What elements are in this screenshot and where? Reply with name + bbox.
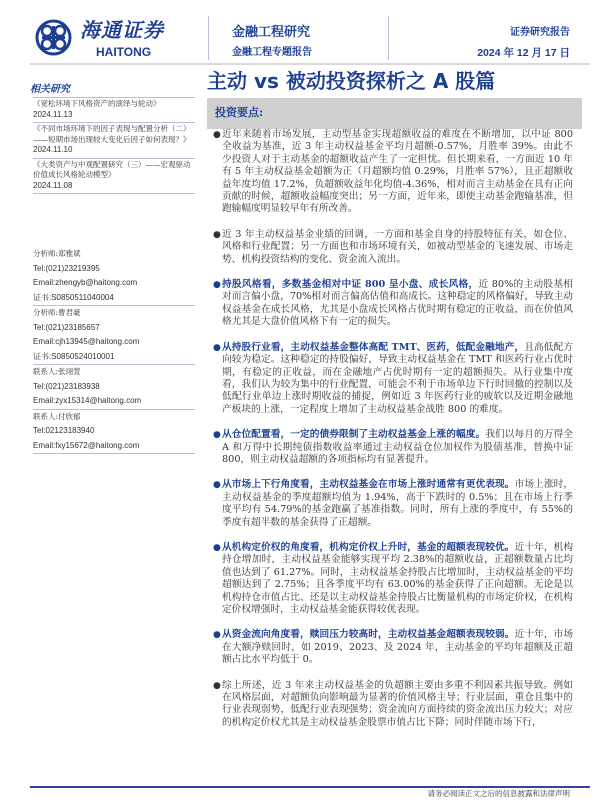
bullet-icon: ●: [213, 680, 221, 691]
related-date: 2024.11.13: [33, 109, 73, 119]
key-point-lead: 从持股行业看，主动权益基金整体高配 TMT、医药，低配金融地产，: [222, 341, 525, 353]
logo: [35, 19, 72, 56]
key-point-text: 近十年，市场在大额净赎回时，如 2019、2023、及 2024 年，主动基金的平均年超额及正超额占比水平均低于 0。: [222, 629, 574, 666]
header-divider: [388, 16, 389, 60]
related-title[interactable]: 《不同市场环境下的因子表现与配置分析（二）——短期市场出现较大变化后因子如何表现？》: [33, 124, 191, 144]
key-point: [213, 342, 573, 416]
key-point-lead: 从仓位配置看，一定的债券限制了主动权益基金上涨的幅度。: [222, 429, 486, 441]
related-title[interactable]: 《大类资产与中观配置研究（三）——宏观驱动价值成长风格轮动模型》: [33, 159, 191, 179]
contact-tel: Tel:(021)23219395: [33, 263, 100, 273]
key-point: [213, 129, 573, 216]
divider: [33, 193, 195, 194]
bullet-icon: ●: [213, 130, 221, 140]
contact-person: [33, 410, 195, 455]
logo-text-cn: 海通证券: [80, 18, 164, 42]
report-category: 金融工程研究: [232, 25, 311, 40]
key-point: [213, 279, 573, 329]
key-points-bar: [207, 98, 582, 129]
contact-cert: 证书:S0850524010001: [33, 351, 115, 361]
contact-person: [33, 365, 195, 410]
related-item[interactable]: [33, 158, 195, 194]
key-point: [213, 542, 573, 616]
related-date: 2024.11.10: [33, 145, 73, 154]
key-point-text: 市场上涨时，主动权益基金的季度超额均值为 1.94%，高于下跌时的 0.5%；且在市场上行季度平均有 54.79%的基金跑赢了基准指数。同时，所有上涨的季度中，有 55%的季度有超半数的基金获得了正超额。: [222, 479, 574, 528]
contacts-list: [33, 247, 195, 454]
key-point: [213, 429, 573, 466]
key-point-text: 近 3 年主动权益基金业绩的回调，一方面和基金自身的持股特征有关，如仓位、风格和行业配置；另一方面也和市场环境有关，如被动型基金的飞速发展、市场走势、机构投资结构的变化、资金流入流出。: [222, 228, 573, 265]
logo-text-en: HAITONG: [96, 45, 152, 59]
key-point-text: 且高低配方向较为稳定。这种稳定的持股偏好，导致主动权益基金在 TMT 和医药行业占优时期，有稳定的正收益，而在金融地产占优时期有一定的超额损失。从行业集中度看，我们认为较为集中的行业配置，可能会不利于市场单边下行时回撤的控制以及低配行业单边上涨时期收益的捕捉，例如近 3 年医药行业的疲软以及近期金融地产板块的上涨，一定程度上增加了主动权益基金战胜 800 的难度。: [222, 341, 574, 415]
header-divider: [208, 16, 209, 60]
key-points-body: [213, 129, 573, 742]
footer-rule: [30, 786, 590, 788]
related-title[interactable]: 《宽松环境下风格资产的演绎与轮动》: [33, 99, 161, 108]
key-point-text: 近十年，机构持仓增加时，主动权益基金能够实现平均 2.38%的超额收益，正超额数量占比均值也达到了 61.27%。同时，主动权益基金持股占比增加时，主动权益基金的平均超额达到了 2.75%；且各季度平均有 63.00%的基金获得了正向超额。无论是以机构持仓市值占比、还是以主动权益基金持股占比衡量机构的市场定价权，在机构定价权增强时，主动权益基金能获得较优表现。: [222, 541, 574, 615]
contact-email[interactable]: Email:cjh13945@haitong.com: [33, 337, 140, 346]
header-rule: [30, 63, 590, 65]
contact-tel: Tel:(021)23183938: [33, 381, 100, 391]
bullet-icon: ●: [213, 480, 221, 491]
key-point-text: 近 80%的主动股基相对而言偏小盘，70%相对而言偏高估值和高成长。这种稳定的风格偏好，导致主动权益基金在成长风格，尤其是小盘成长风格占优时期有稳定的正收益，而在价值风格尤其是大盘价值风格下有一定的损失。: [222, 279, 573, 328]
analyst-contact: [33, 247, 195, 306]
contact-tel: Tel:02123183940: [33, 426, 95, 435]
contact-email[interactable]: Email:zhengyb@haitong.com: [33, 278, 138, 287]
contact-name: 联系人:张翊萱: [33, 367, 81, 376]
related-item[interactable]: [33, 122, 195, 158]
key-point-lead: 从资金流向角度看，赎回压力较高时，主动权益基金超额表现较弱。: [222, 629, 515, 641]
bullet-icon: ●: [213, 630, 221, 641]
key-point-lead: 从市场上下行角度看，主动权益基金在市场上涨时通常有更优表现。: [222, 479, 515, 491]
contact-tel: Tel:(021)23185657: [33, 322, 100, 332]
footer-disclaimer: 请务必阅读正文之后的信息披露和法律声明: [427, 789, 570, 798]
key-point-lead: 持股风格看，多数基金相对中证 800 呈小盘、成长风格，: [222, 279, 479, 291]
page-title: 主动 vs 被动投资探析之 A 股篇: [207, 69, 496, 93]
related-research-list: [33, 97, 195, 194]
report-subcategory: 金融工程专题报告: [232, 47, 312, 58]
bullet-icon: ●: [213, 430, 221, 441]
bullet-icon: ●: [213, 342, 221, 353]
report-date: 2024 年 12 月 17 日: [477, 47, 570, 59]
analyst-contact: [33, 306, 195, 365]
key-point: [213, 479, 573, 529]
contact-name: 联系人:付欣郁: [33, 411, 81, 421]
contact-email[interactable]: Email:fxy15672@haitong.com: [33, 440, 140, 450]
haitong-logo-icon: [35, 19, 72, 56]
bullet-icon: ●: [213, 542, 221, 553]
key-point: [213, 680, 573, 730]
key-point-text: 我们以每月的万得全 A 和万得中长期纯债指数收益率通过主动权益仓位加权作为股债基准，替换中证 800，则主动权益超额的各项指标均有显著提升。: [222, 429, 573, 465]
related-date: 2024.11.08: [33, 180, 73, 190]
key-point-text: 综上所述，近 3 年来主动权益基金的负超额主要由多重不利因素共振导致。例如在风格层面，对超额负向影响最为显著的价值风格主导；行业层面，重仓且集中的行业表现弱势，低配行业表现强势；资金流向方面持续的资金流出压力较大；对应的机构定价权尤其是主动权益基金股票市值占比下降；同时伴随市场下行，: [222, 679, 573, 728]
key-point: [213, 229, 573, 266]
key-point-lead: 从机构定价权的角度看，机构定价权上升时，基金的超额表现较优。: [222, 541, 515, 553]
bullet-icon: ●: [213, 229, 221, 240]
contact-name: 分析师:郑雅斌: [33, 249, 81, 258]
bullet-icon: ●: [213, 280, 221, 291]
key-point: [213, 629, 573, 666]
contact-name: 分析师:曹君豪: [33, 308, 81, 317]
key-point-text: 近年来随着市场发展，主动型基金实现超额收益的难度在不断增加，以中证 800 全收益为基准，近 3 年主动权益基金平均月超额-0.57%，月胜率 39%。由此不少投资人对于主动基金的超额收益产生了一定担忧。但长期来看，一方面近 10 年有 5 年主动权益基金超额为正（月超额均值 0.29%，月胜率 57%），且正超额收益年度均值 17.2%，负超额收益年化均值-4.36%，相对而言主动基金在具有正向贡献的时候，超额收益幅度突出；另一方面，近年来，即使主动基金跑输基准，但跑输幅度明显较早年有所改善。: [222, 129, 573, 215]
key-points-label: 投资要点:: [215, 106, 264, 119]
related-item[interactable]: [33, 97, 195, 122]
related-research-heading: 相关研究: [30, 84, 70, 95]
contact-email[interactable]: Email:zyx15314@haitong.com: [33, 396, 142, 405]
report-type: 证券研究报告: [510, 27, 570, 38]
contact-cert: 证书:S0850511040004: [33, 292, 114, 302]
